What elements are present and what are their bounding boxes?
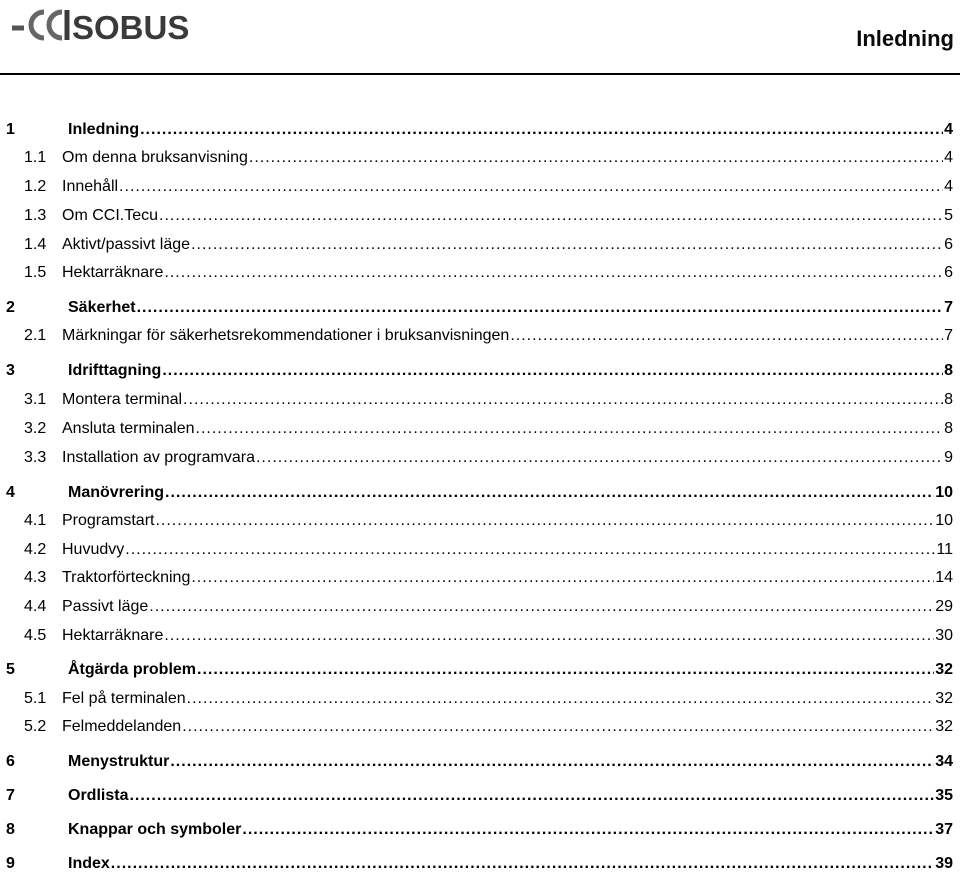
toc-entry-page-number: 29 bbox=[935, 598, 953, 615]
toc-entry-page-number: 34 bbox=[935, 753, 953, 770]
toc-entry-page-number: 7 bbox=[944, 299, 953, 316]
toc-dot-leader bbox=[249, 147, 943, 169]
toc-entry-title: Aktivt/passivt läge bbox=[62, 236, 191, 253]
toc-entry-number: 7 bbox=[6, 787, 15, 804]
toc-entry-title: Hektarräknare bbox=[62, 627, 164, 644]
toc-entry-page-number: 4 bbox=[944, 121, 953, 138]
toc-dot-leader bbox=[164, 625, 934, 647]
toc-entry-title: Traktorförteckning bbox=[62, 569, 191, 586]
toc-dot-leader bbox=[162, 360, 943, 382]
toc-entry-number: 4.2 bbox=[24, 541, 47, 558]
toc-entry-page-number: 8 bbox=[944, 391, 953, 408]
toc-dot-leader bbox=[125, 539, 935, 561]
toc-entry-page-number: 32 bbox=[935, 718, 953, 735]
toc-dot-leader bbox=[149, 596, 934, 618]
toc-entry-page-number: 37 bbox=[935, 821, 953, 838]
toc-entry-number: 8 bbox=[6, 821, 15, 838]
toc-entry-title: Programstart bbox=[62, 512, 155, 529]
toc-dot-leader bbox=[140, 119, 943, 141]
toc-entry-number: 4.4 bbox=[24, 598, 47, 615]
logo-text: SOBUS bbox=[72, 9, 190, 46]
toc-dot-leader bbox=[170, 751, 934, 773]
toc-chapter-entry[interactable] bbox=[0, 819, 953, 841]
toc-entry-title: Montera terminal bbox=[62, 391, 183, 408]
page-title: Inledning bbox=[856, 26, 954, 51]
toc-entry-number: 4.3 bbox=[24, 569, 47, 586]
toc-chapter-entry[interactable] bbox=[0, 482, 953, 504]
toc-section-entry[interactable] bbox=[0, 447, 953, 469]
toc-dot-leader bbox=[183, 389, 943, 411]
toc-section-entry[interactable] bbox=[0, 389, 953, 411]
toc-entry-number: 3 bbox=[6, 362, 15, 379]
toc-dot-leader bbox=[159, 205, 943, 227]
toc-dot-leader bbox=[242, 819, 934, 841]
toc-dot-leader bbox=[191, 234, 943, 256]
toc-dot-leader bbox=[182, 716, 934, 738]
toc-entry-number: 5.2 bbox=[24, 718, 47, 735]
toc-entry-number: 4 bbox=[6, 484, 15, 501]
toc-entry-number: 6 bbox=[6, 753, 15, 770]
toc-section-entry[interactable] bbox=[0, 418, 953, 440]
toc-entry-number: 1 bbox=[6, 121, 15, 138]
toc-entry-page-number: 10 bbox=[935, 512, 953, 529]
toc-entry-number: 3.1 bbox=[24, 391, 47, 408]
toc-entry-number: 1.5 bbox=[24, 264, 47, 281]
toc-dot-leader bbox=[191, 567, 934, 589]
toc-chapter-entry[interactable] bbox=[0, 853, 953, 875]
toc-entry-number: 9 bbox=[6, 855, 15, 872]
toc-dot-leader bbox=[129, 785, 934, 807]
toc-entry-title: Innehåll bbox=[62, 178, 119, 195]
toc-entry-page-number: 30 bbox=[935, 627, 953, 644]
toc-entry-title: Manövrering bbox=[68, 484, 165, 501]
toc-dot-leader bbox=[137, 297, 944, 319]
toc-section-entry[interactable] bbox=[0, 262, 953, 284]
toc-dot-leader bbox=[111, 853, 934, 875]
toc-dot-leader bbox=[165, 482, 934, 504]
toc-entry-page-number: 32 bbox=[935, 661, 953, 678]
toc-entry-number: 3.3 bbox=[24, 449, 47, 466]
toc-entry-page-number: 14 bbox=[935, 569, 953, 586]
toc-entry-page-number: 35 bbox=[935, 787, 953, 804]
toc-entry-number: 4.5 bbox=[24, 627, 47, 644]
toc-dot-leader bbox=[510, 325, 943, 347]
toc-entry-title: Felmeddelanden bbox=[62, 718, 182, 735]
toc-entry-title: Hektarräknare bbox=[62, 264, 164, 281]
toc-entry-page-number: 7 bbox=[944, 327, 953, 344]
toc-entry-page-number: 32 bbox=[935, 690, 953, 707]
toc-entry-number: 2 bbox=[6, 299, 15, 316]
toc-dot-leader bbox=[197, 659, 934, 681]
toc-entry-page-number: 5 bbox=[944, 207, 953, 224]
toc-section-entry[interactable] bbox=[0, 176, 953, 198]
toc-chapter-entry[interactable] bbox=[0, 659, 953, 681]
toc-section-entry[interactable] bbox=[0, 688, 953, 710]
toc-entry-page-number: 4 bbox=[944, 149, 953, 166]
toc-entry-page-number: 39 bbox=[935, 855, 953, 872]
toc-entry-title: Inledning bbox=[68, 121, 140, 138]
toc-section-entry[interactable] bbox=[0, 325, 953, 347]
toc-entry-title: Om denna bruksanvisning bbox=[62, 149, 248, 166]
toc-entry-number: 5 bbox=[6, 661, 15, 678]
toc-dot-leader bbox=[256, 447, 943, 469]
toc-dot-leader bbox=[155, 510, 934, 532]
toc-entry-number: 1.4 bbox=[24, 236, 47, 253]
toc-dot-leader bbox=[119, 176, 943, 198]
toc-entry-page-number: 9 bbox=[944, 449, 953, 466]
toc-entry-page-number: 8 bbox=[944, 362, 953, 379]
toc-entry-page-number: 6 bbox=[944, 236, 953, 253]
toc-chapter-entry[interactable] bbox=[0, 297, 953, 319]
toc-section-entry[interactable] bbox=[0, 147, 953, 169]
toc-entry-title: Huvudvy bbox=[62, 541, 125, 558]
toc-entry-title: Passivt läge bbox=[62, 598, 149, 615]
toc-dot-leader bbox=[187, 688, 935, 710]
toc-entry-page-number: 4 bbox=[944, 178, 953, 195]
toc-chapter-entry[interactable] bbox=[0, 119, 953, 141]
toc-entry-title: Knappar och symboler bbox=[68, 821, 242, 838]
toc-entry-title: Ordlista bbox=[68, 787, 129, 804]
toc-section-entry[interactable] bbox=[0, 510, 953, 532]
toc-entry-title: Idrifttagning bbox=[68, 362, 162, 379]
toc-entry-number: 3.2 bbox=[24, 420, 47, 437]
toc-entry-number: 1.3 bbox=[24, 207, 47, 224]
toc-dot-leader bbox=[196, 418, 944, 440]
toc-entry-title: Index bbox=[68, 855, 110, 872]
toc-entry-number: 1.1 bbox=[24, 149, 47, 166]
toc-entry-number: 2.1 bbox=[24, 327, 47, 344]
toc-entry-title: Märkningar för säkerhetsrekommendationer i bruksanvisningen bbox=[62, 327, 510, 344]
toc-entry-number: 1.2 bbox=[24, 178, 47, 195]
toc-entry-title: Ansluta terminalen bbox=[62, 420, 195, 437]
toc-entry-page-number: 10 bbox=[935, 484, 953, 501]
toc-entry-page-number: 8 bbox=[944, 420, 953, 437]
toc-entry-page-number: 11 bbox=[936, 541, 953, 558]
toc-section-entry[interactable] bbox=[0, 596, 953, 618]
toc-dot-leader bbox=[164, 262, 943, 284]
toc-entry-title: Om CCI.Tecu bbox=[62, 207, 159, 224]
toc-section-entry[interactable] bbox=[0, 567, 953, 589]
toc-chapter-entry[interactable] bbox=[0, 785, 953, 807]
toc-entry-number: 4.1 bbox=[24, 512, 47, 529]
toc-chapter-entry[interactable] bbox=[0, 751, 953, 773]
toc-entry-title: Fel på terminalen bbox=[62, 690, 186, 707]
toc-section-entry[interactable] bbox=[0, 205, 953, 227]
toc-entry-number: 5.1 bbox=[24, 690, 47, 707]
toc-entry-title: Åtgärda problem bbox=[68, 661, 197, 678]
toc-chapter-entry[interactable] bbox=[0, 360, 953, 382]
toc-section-entry[interactable] bbox=[0, 234, 953, 256]
toc-section-entry[interactable] bbox=[0, 625, 953, 647]
toc-entry-title: Installation av programvara bbox=[62, 449, 255, 466]
toc-entry-title: Säkerhet bbox=[68, 299, 136, 316]
toc-entry-page-number: 6 bbox=[944, 264, 953, 281]
toc-entry-title: Menystruktur bbox=[68, 753, 170, 770]
toc-section-entry[interactable] bbox=[0, 716, 953, 738]
toc-section-entry[interactable] bbox=[0, 539, 953, 561]
